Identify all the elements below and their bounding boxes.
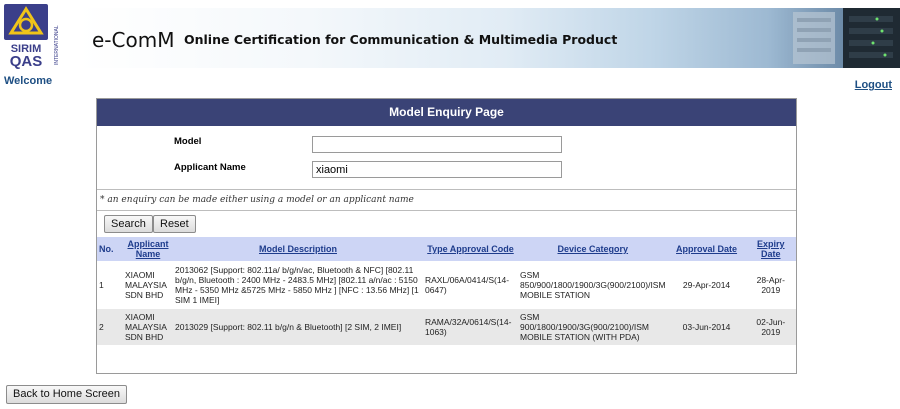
- table-header-row: [97, 237, 796, 261]
- model-enquiry-panel: [96, 98, 797, 374]
- server-rack-image: [725, 8, 900, 68]
- sirim-logo: [3, 3, 65, 69]
- table-row: [97, 309, 796, 345]
- header-model-description[interactable]: Model Description: [173, 237, 423, 261]
- cell-model: 2013029 [Support: 802.11 b/g/n & Bluetooth] [2 SIM, 2 IMEI]: [173, 309, 423, 345]
- cell-expiry-date: 02-Jun-2019: [746, 309, 796, 345]
- reset-button[interactable]: Reset: [153, 215, 196, 233]
- cell-applicant: XIAOMI MALAYSIA SDN BHD: [123, 261, 173, 309]
- cell-no: 2: [97, 309, 123, 345]
- cell-applicant: XIAOMI MALAYSIA SDN BHD: [123, 309, 173, 345]
- applicant-name-label: Applicant Name: [174, 162, 246, 173]
- cell-approval-date: 03-Jun-2014: [668, 309, 746, 345]
- logout-link[interactable]: Logout: [854, 79, 892, 91]
- cell-type-approval: RAXL/06A/0414/S(14-0647): [423, 261, 518, 309]
- enquiry-note: * an enquiry can be made either using a model or an applicant name: [97, 190, 796, 211]
- enquiry-form: [97, 126, 796, 190]
- welcome-text: Welcome: [4, 75, 53, 87]
- svg-text:INTERNATIONAL: INTERNATIONAL: [54, 25, 60, 65]
- header-device-category[interactable]: Device Category: [518, 237, 668, 261]
- cell-device-category: GSM 850/900/1800/1900/3G(900/2100)/ISM MOBILE STATION: [518, 261, 668, 309]
- app-name: e-ComM: [92, 28, 175, 52]
- panel-title: Model Enquiry Page: [97, 99, 796, 126]
- cell-model: 2013062 [Support: 802.11a/ b/g/n/ac, Bluetooth & NFC] [802.11 b/g/n, Bluetooth : 2400 MHz - 2483.5 MHz] [802.11 a/n/ac : 5150 MHz - 5350 MHz &5725 MHz - 5850 MHz ] [NFC : 13.56 MHz] [1 SIM 1 IMEI]: [173, 261, 423, 309]
- header-applicant-name[interactable]: Applicant Name: [123, 237, 173, 261]
- cell-type-approval: RAMA/32A/0614/S(14-1063): [423, 309, 518, 345]
- model-input[interactable]: [312, 136, 562, 153]
- form-buttons: [97, 211, 796, 237]
- header-expiry-date[interactable]: Expiry Date: [746, 237, 796, 261]
- back-to-home-button[interactable]: Back to Home Screen: [6, 385, 127, 404]
- cell-expiry-date: 28-Apr-2019: [746, 261, 796, 309]
- svg-text:QAS: QAS: [9, 53, 43, 69]
- app-subtitle: Online Certification for Communication & Multimedia Product: [184, 32, 618, 47]
- table-row: [97, 261, 796, 309]
- cell-device-category: GSM 900/1800/1900/3G(900/2100)/ISM MOBILE STATION (WITH PDA): [518, 309, 668, 345]
- svg-text:SIRIM: SIRIM: [10, 43, 42, 55]
- cell-approval-date: 29-Apr-2014: [668, 261, 746, 309]
- header-approval-date[interactable]: Approval Date: [668, 237, 746, 261]
- header-type-approval-code[interactable]: Type Approval Code: [423, 237, 518, 261]
- banner-strip: [78, 8, 900, 68]
- model-label: Model: [174, 136, 202, 147]
- results-table: [97, 237, 796, 345]
- header-no: No.: [97, 237, 123, 261]
- cell-no: 1: [97, 261, 123, 309]
- applicant-name-input[interactable]: [312, 161, 562, 178]
- search-button[interactable]: Search: [104, 215, 153, 233]
- header-banner: [0, 0, 900, 72]
